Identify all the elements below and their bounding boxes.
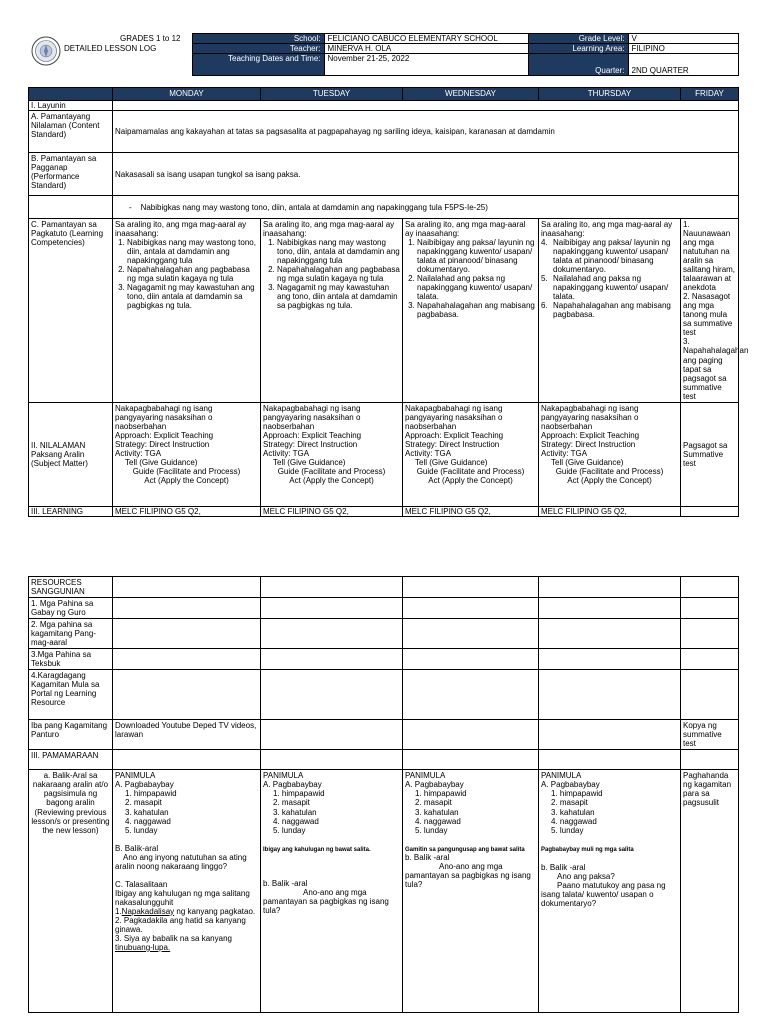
dates-value: November 21-25, 2022 [324,54,528,76]
competency-intro: Sa araling ito, ang mga mag-aaral ay inaasahang: [541,220,673,239]
nilalaman-text: Nakapagbabahagi ng isang pangyayaring nasaksihan o naobserbahan [405,403,503,431]
sentence-text: 2. Pagkadakila ang hatid sa kanyang ginawa. [115,915,246,934]
balik-aral-question: Paano matutukoy ang pasa ng isang talata/ kuwento/ usapan o dokumentaryo? [541,881,666,909]
melc-competency-line: Nabibigkas nang may wastong tono, diin, antala at damdamin ang napakinggang tula F5PS-Ie-25) [140,202,488,212]
approach-text: Approach: Explicit Teaching [263,430,362,440]
competency-item: 1. Naibibigay ang paksa/ layunin ng napakinggang kuwento/ usapan/ talata at pinanood/ binasang dokumentaryo. [417,238,536,274]
sentence-text: ng kanyang pagkatao. [174,906,256,916]
learning-area-label: Learning Area: [528,44,628,54]
underlined-word: tinubuang-lupa. [115,942,171,952]
activity-text: Activity: TGA [541,448,588,458]
nilalaman-text: Nakapagbabahagi ng isang pangyayaring nasaksihan o naobserbahan [541,403,639,431]
approach-text: Approach: Explicit Teaching [541,430,640,440]
balik-aral-wednesday [403,770,539,1013]
tell-text: Tell (Give Guidance) [551,457,624,467]
competency-intro: Sa araling ito, ang mga mag-aaral ay inaasahang: [405,220,526,239]
performance-standard-text: Nakasasali sa isang usapan tungkol sa isang paksa. [113,153,739,196]
guide-text: Guide (Facilitate and Process) [277,466,386,476]
melc-tuesday: MELC FILIPINO G5 Q2, [261,506,403,516]
learning-label: III. LEARNING [29,506,113,516]
act-text: Act (Apply the Concept) [428,475,513,485]
strategy-text: Strategy: Direct Instruction [115,439,210,449]
grades-label: GRADES 1 to 12 [120,33,181,43]
spelling-word: 1. himpapawid [551,789,603,799]
balik-aral-heading: b. Balik -aral [541,863,586,873]
melc-wednesday: MELC FILIPINO G5 Q2, [403,506,539,516]
balik-aral-question: Ano ang paksa? [557,872,615,882]
pagbabaybay-heading: A. Pagbabaybay [115,780,174,790]
lesson-table-bottom [28,576,739,1013]
spelling-word: 2. masapit [415,798,452,808]
resource-teksbuk-label: 3.Mga Pahina sa Teksbuk [29,649,113,670]
competencies-thursday [539,219,681,403]
panimula-heading: PANIMULA [115,771,156,781]
pagbabaybay-heading: A. Pagbabaybay [405,780,464,790]
spelling-word: 3. kahatulan [551,807,595,817]
header-table [24,33,739,76]
spelling-word: 1. himpapawid [273,789,325,799]
quarter-value: 2ND QUARTER [628,54,738,76]
competency-item: 1. Nabibigkas nang may wastong tono, diin, antala at damdamin ang napakinggang tula [127,238,258,265]
note-text: Gamitin sa pangungusap ang bawat salita [405,846,525,853]
resource-portal-label: 4.Karagdagang Kagamitan Mula sa Portal ng Learning Resource [29,670,113,720]
pamamaraan-label: III. PAMAMARAAN [29,750,113,770]
nilalaman-thursday [539,402,681,506]
spelling-word: 5. lunday [125,825,158,835]
spelling-word: 3. kahatulan [125,807,169,817]
talasalitaan-instruction: Ibigay ang kahulugan ng mga salitang nakasalungguhit [115,888,250,907]
approach-text: Approach: Explicit Teaching [405,430,504,440]
guide-text: Guide (Facilitate and Process) [416,466,525,476]
resource-kagamitan-label: 2. Mga pahina sa kagamitang Pang-mag-aaral [29,619,113,649]
tell-text: Tell (Give Guidance) [415,457,488,467]
competency-item: Naibibigay ang paksa/ layunin ng napakinggang kuwento/ usapan/ talata at pinanood/ binasang dokumentaryo. [553,238,671,275]
balik-aral-heading: B. Balik-aral [115,843,159,853]
note-text: Pagbabaybay muli ng mga salita [541,846,634,853]
panimula-heading: PANIMULA [263,771,304,781]
competencies-wednesday [403,219,539,403]
strategy-text: Strategy: Direct Instruction [541,439,636,449]
competency-number: 5. [541,274,548,284]
day-wednesday: WEDNESDAY [403,88,539,101]
competency-number: 4. [541,238,548,248]
balik-aral-label: a. Balik-Aral sa nakaraang aralin at/o pagsisimula ng bagong aralin (Reviewing previous lesson/s or presenting the new lesson) [29,770,113,1013]
act-text: Act (Apply the Concept) [144,475,229,485]
balik-aral-friday: Paghahanda ng kagamitan para sa pagsusulit [681,770,739,1013]
competency-item: 2. Napahahalagahan ang pagbabasa ng mga sulatin kagaya ng tula [127,265,258,283]
dll-label: DETAILED LESSON LOG [64,43,157,53]
panimula-heading: PANIMULA [405,771,446,781]
spelling-word: 4. naggawad [125,816,171,826]
item-number: 1. [115,906,122,916]
approach-text: Approach: Explicit Teaching [115,430,214,440]
act-text: Act (Apply the Concept) [567,475,652,485]
melc-thursday: MELC FILIPINO G5 Q2, [539,506,681,516]
nilalaman-label: II. NILALAMAN Paksang Aralin (Subject Matter) [29,402,113,506]
activity-text: Activity: TGA [263,448,310,458]
teacher-value: MINERVA H. OLA [324,44,528,54]
strategy-text: Strategy: Direct Instruction [263,439,358,449]
grade-level-label: Grade Level: [528,34,628,44]
balik-aral-monday [113,770,261,1013]
spelling-word: 5. lunday [273,825,306,835]
nilalaman-monday [113,402,261,506]
balik-aral-question: Ano-ano ang mga pamantayan sa pagbigkas ng isang tula? [405,862,531,890]
guide-text: Guide (Facilitate and Process) [132,466,241,476]
day-thursday: THURSDAY [539,88,681,101]
resource-iba-monday: Downloaded Youtube Deped TV videos, larawan [113,720,261,750]
balik-aral-heading: b. Balik -aral [405,853,450,863]
day-tuesday: TUESDAY [261,88,403,101]
competency-item: 3. Nagagamit ng may kawastuhan ang tono, diin antala at damdamin sa pagbigkas ng tula. [277,283,400,310]
panimula-heading: PANIMULA [541,771,582,781]
spelling-word: 4. naggawad [551,816,597,826]
nilalaman-text: Nakapagbabahagi ng isang pangyayaring nasaksihan o naobserbahan [115,403,213,431]
pagbabaybay-heading: A. Pagbabaybay [541,780,600,790]
competencies-tuesday [261,219,403,403]
grade-level-value: V [628,34,738,44]
spelling-word: 1. himpapawid [415,789,467,799]
talasalitaan-heading: C. Talasalitaan [115,879,168,889]
resource-iba-friday: Kopya ng summative test [681,720,739,750]
resource-gabay-label: 1. Mga Pahina sa Gabay ng Guro [29,598,113,619]
teacher-label: Teacher: [192,44,324,54]
content-standard-label: A. Pamantayang Nilalaman (Content Standard) [29,111,113,153]
resources-label: RESOURCES SANGGUNIAN [29,577,113,598]
melc-monday: MELC FILIPINO G5 Q2, [113,506,261,516]
competency-intro: Sa araling ito, ang mga mag-aaral ay inaasahang: [263,220,395,239]
nilalaman-friday: Pagsagot sa Summative test [681,402,739,506]
spelling-word: 3. kahatulan [415,807,459,817]
spelling-word: 2. masapit [125,798,162,808]
spelling-word: 5. lunday [415,825,448,835]
activity-text: Activity: TGA [405,448,452,458]
guide-text: Guide (Facilitate and Process) [555,466,664,476]
tell-text: Tell (Give Guidance) [273,457,346,467]
competencies-label: C. Pamantayan sa Pagkatuto (Learning Competencies) [29,219,113,403]
school-value: FELICIANO CABUCO ELEMENTARY SCHOOL [324,34,528,44]
balik-aral-tuesday [261,770,403,1013]
layunin-label: I. Layunin [29,101,113,111]
pagbabaybay-heading: A. Pagbabaybay [263,780,322,790]
spelling-word: 2. masapit [551,798,588,808]
dates-label: Teaching Dates and Time: [192,54,324,76]
spelling-word: 2. masapit [273,798,310,808]
balik-aral-heading: b. Balik -aral [263,879,308,889]
competency-item: Napahahalagahan ang mabisang pagbabasa. [553,301,671,320]
content-standard-text: Naipamamalas ang kakayahan at tatas sa pagsasalita at pagpapahayag ng sariling ideya, kaisipan, karanasan at damdamin [113,111,739,153]
spelling-word: 3. kahatulan [273,807,317,817]
competencies-friday: 1. Nauunawaan ang mga natutuhan na aralin sa salitang hiram, talaarawan at anekdota 2. Nasasagot ang mga tanong mula sa summative test 3. Napahahalagahan ang paging tapat sa pagsagot sa summative test [681,219,739,403]
learning-area-value: FILIPINO [628,44,738,54]
competencies-monday [113,219,261,403]
competency-item: 3. Napahahalagahan ang mabisang pagbabasa. [417,301,536,319]
competency-item: 1. Nabibigkas nang may wastong tono, diin, antala at damdamin ang napakinggang tula [277,238,400,265]
performance-standard-label: B. Pamantayan sa Pagganap (Performance Standard) [29,153,113,196]
spelling-word: 1. himpapawid [125,789,177,799]
act-text: Act (Apply the Concept) [289,475,374,485]
competency-item: 2. Napahahalagahan ang pagbabasa ng mga sulatin kagaya ng tula [277,265,400,283]
balik-aral-question: Ano-ano ang mga pamantayan sa pagbigkas ng isang tula? [263,888,389,916]
spelling-word: 4. naggawad [415,816,461,826]
strategy-text: Strategy: Direct Instruction [405,439,500,449]
spelling-word: 4. naggawad [273,816,319,826]
competency-number: 6. [541,301,548,311]
day-friday: FRIDAY [681,88,739,101]
spelling-word: 5. lunday [551,825,584,835]
underlined-word: Napakadalisay [121,906,175,916]
competency-item: 3. Nagagamit ng may kawastuhan ang tono, diin antala at damdamin sa pagbigkas ng tula. [127,283,258,310]
resource-iba-label: Iba pang Kagamitang Panturo [29,720,113,750]
nilalaman-text: Nakapagbabahagi ng isang pangyayaring nasaksihan o naobserbahan [263,403,361,431]
balik-aral-question: Ano ang inyong natutuhan sa ating aralin noong nakaraang linggo? [115,852,247,871]
nilalaman-tuesday [261,402,403,506]
day-monday: MONDAY [113,88,261,101]
nilalaman-wednesday [403,402,539,506]
tell-text: Tell (Give Guidance) [125,457,198,467]
sentence-text: 3. Siya ay babalik na sa kanyang [115,933,232,943]
competency-item: 2. Nailalahad ang paksa ng napakinggang kuwento/ usapan/ talata. [417,274,536,301]
balik-aral-thursday [539,770,681,1013]
competency-item: Nailalahad ang paksa ng napakinggang kuwento/ usapan/ talata. [553,274,669,302]
activity-text: Activity: TGA [115,448,162,458]
note-text: Ibigay ang kahulugan ng bawat salita. [263,846,371,853]
school-label: School: [192,34,324,44]
competency-intro: Sa araling ito, ang mga mag-aaral ay inaasahang: [115,220,247,239]
lesson-table-top: MONDAY TUESDAY WEDNESDAY THURSDAY FRIDAY I. Layunin A. Pamantayang Nilalaman (Content Standard) Naipamamalas ang kakayahan at tatas sa pagsasalita at pagpapahayag ng sariling ideya, kaisipan, karanasan at damdamin B. Pamantayan sa Pagganap (Performance Standard) Nakasasali sa isang usapan tungkol sa isang paksa. - Nabibigkas nang may wastong tono, diin, antala at damdamin ang napakinggang tula F5PS-Ie-25) C. Pamantayan sa Pagkatuto (Learning Competencies) Sa araling ito, ang mga mag-aaral ay inaasahang: 1. Nabibigkas nang may wastong tono, diin, antala at damdamin ang napakinggang tula 2. Napahahalagahan ang pagbabasa ng mga sulatin kagaya ng tula 3. Nagagamit ng may kawastuhan ang tono, diin antala at damdamin sa pagbigkas ng tula. Sa araling ito, ang mga mag-aaral ay inaasahang: 1. Nabibigkas nang may wastong tono, diin, antala at damdamin ang napakinggang tula 2. Napahahalagahan ang pagbabasa ng mga sulatin kagaya ng tula 3. Nagagamit ng may kawastuhan ang tono, diin antala at damdamin sa pagbigkas ng tula. Sa araling ito, ang mga mag-aaral ay inaasahang: 1. Naibibigay ang paksa/ layunin ng napakinggang kuwento/ usapan/ talata at pinanood/ binasang dokumentaryo. 2. Nailalahad ang paksa ng napakinggang kuwento/ usapan/ talata. 3. Napahahalagahan ang mabisang pagbabasa. Sa araling ito, ang mga mag-aaral ay inaasahang: 4. Naibibigay ang paksa/ layunin ng napakinggang kuwento/ usapan/ talata at pinanood/ binasang dokumentaryo. 5. Nailalahad ang paksa ng napakinggang kuwento/ usapan/ talata. 6. Napahahalagahan ang mabisang pagbabasa. 1. Nauunawaan ang mga natutuhan na aralin sa salitang hiram, talaarawan at anekdota 2. Nasasagot ang mga tanong mula sa summative test 3. Napahahalagahan ang paging tapat sa pagsagot sa summative test II. NILALAMAN Paksang Aralin (Subject Matter) Nakapagbabahagi ng isang pangyayaring nasaksihan o naobserbahan Approach: Explicit Teaching Strategy: Direct Instruction Activity: TGA Tell (Give Guidance) Guide (Facilitate and Process) Act (Apply the Concept) Nakapagbabahagi ng isang pangyayaring nasaksihan o naobserbahan Approach: Explicit Teaching Strategy: Direct Instruction Activity: TGA Tell (Give Guidance) Guide (Facilitate and Process) Act (Apply the Concept) Nakapagbabahagi ng isang pangyayaring nasaksihan o naobserbahan Approach: Explicit Teaching Strategy: Direct Instruction Activity: TGA Tell (Give Guidance) Guide (Facilitate and Process) Act (Apply the Concept) Nakapagbabahagi ng isang pangyayaring nasaksihan o naobserbahan Approach: Explicit Teaching Strategy: Direct Instruction Activity: TGA Tell (Give Guidance) Guide (Facilitate and Process) Act (Apply the Concept) Pagsagot sa Summative test III. LEARNING MELC FILIPINO G5 Q2, MELC FILIPINO G5 Q2, MELC FILIPINO G5 Q2, MELC FILIPINO G5 Q2, [28,87,739,517]
quarter-label: Quarter: [528,54,628,76]
